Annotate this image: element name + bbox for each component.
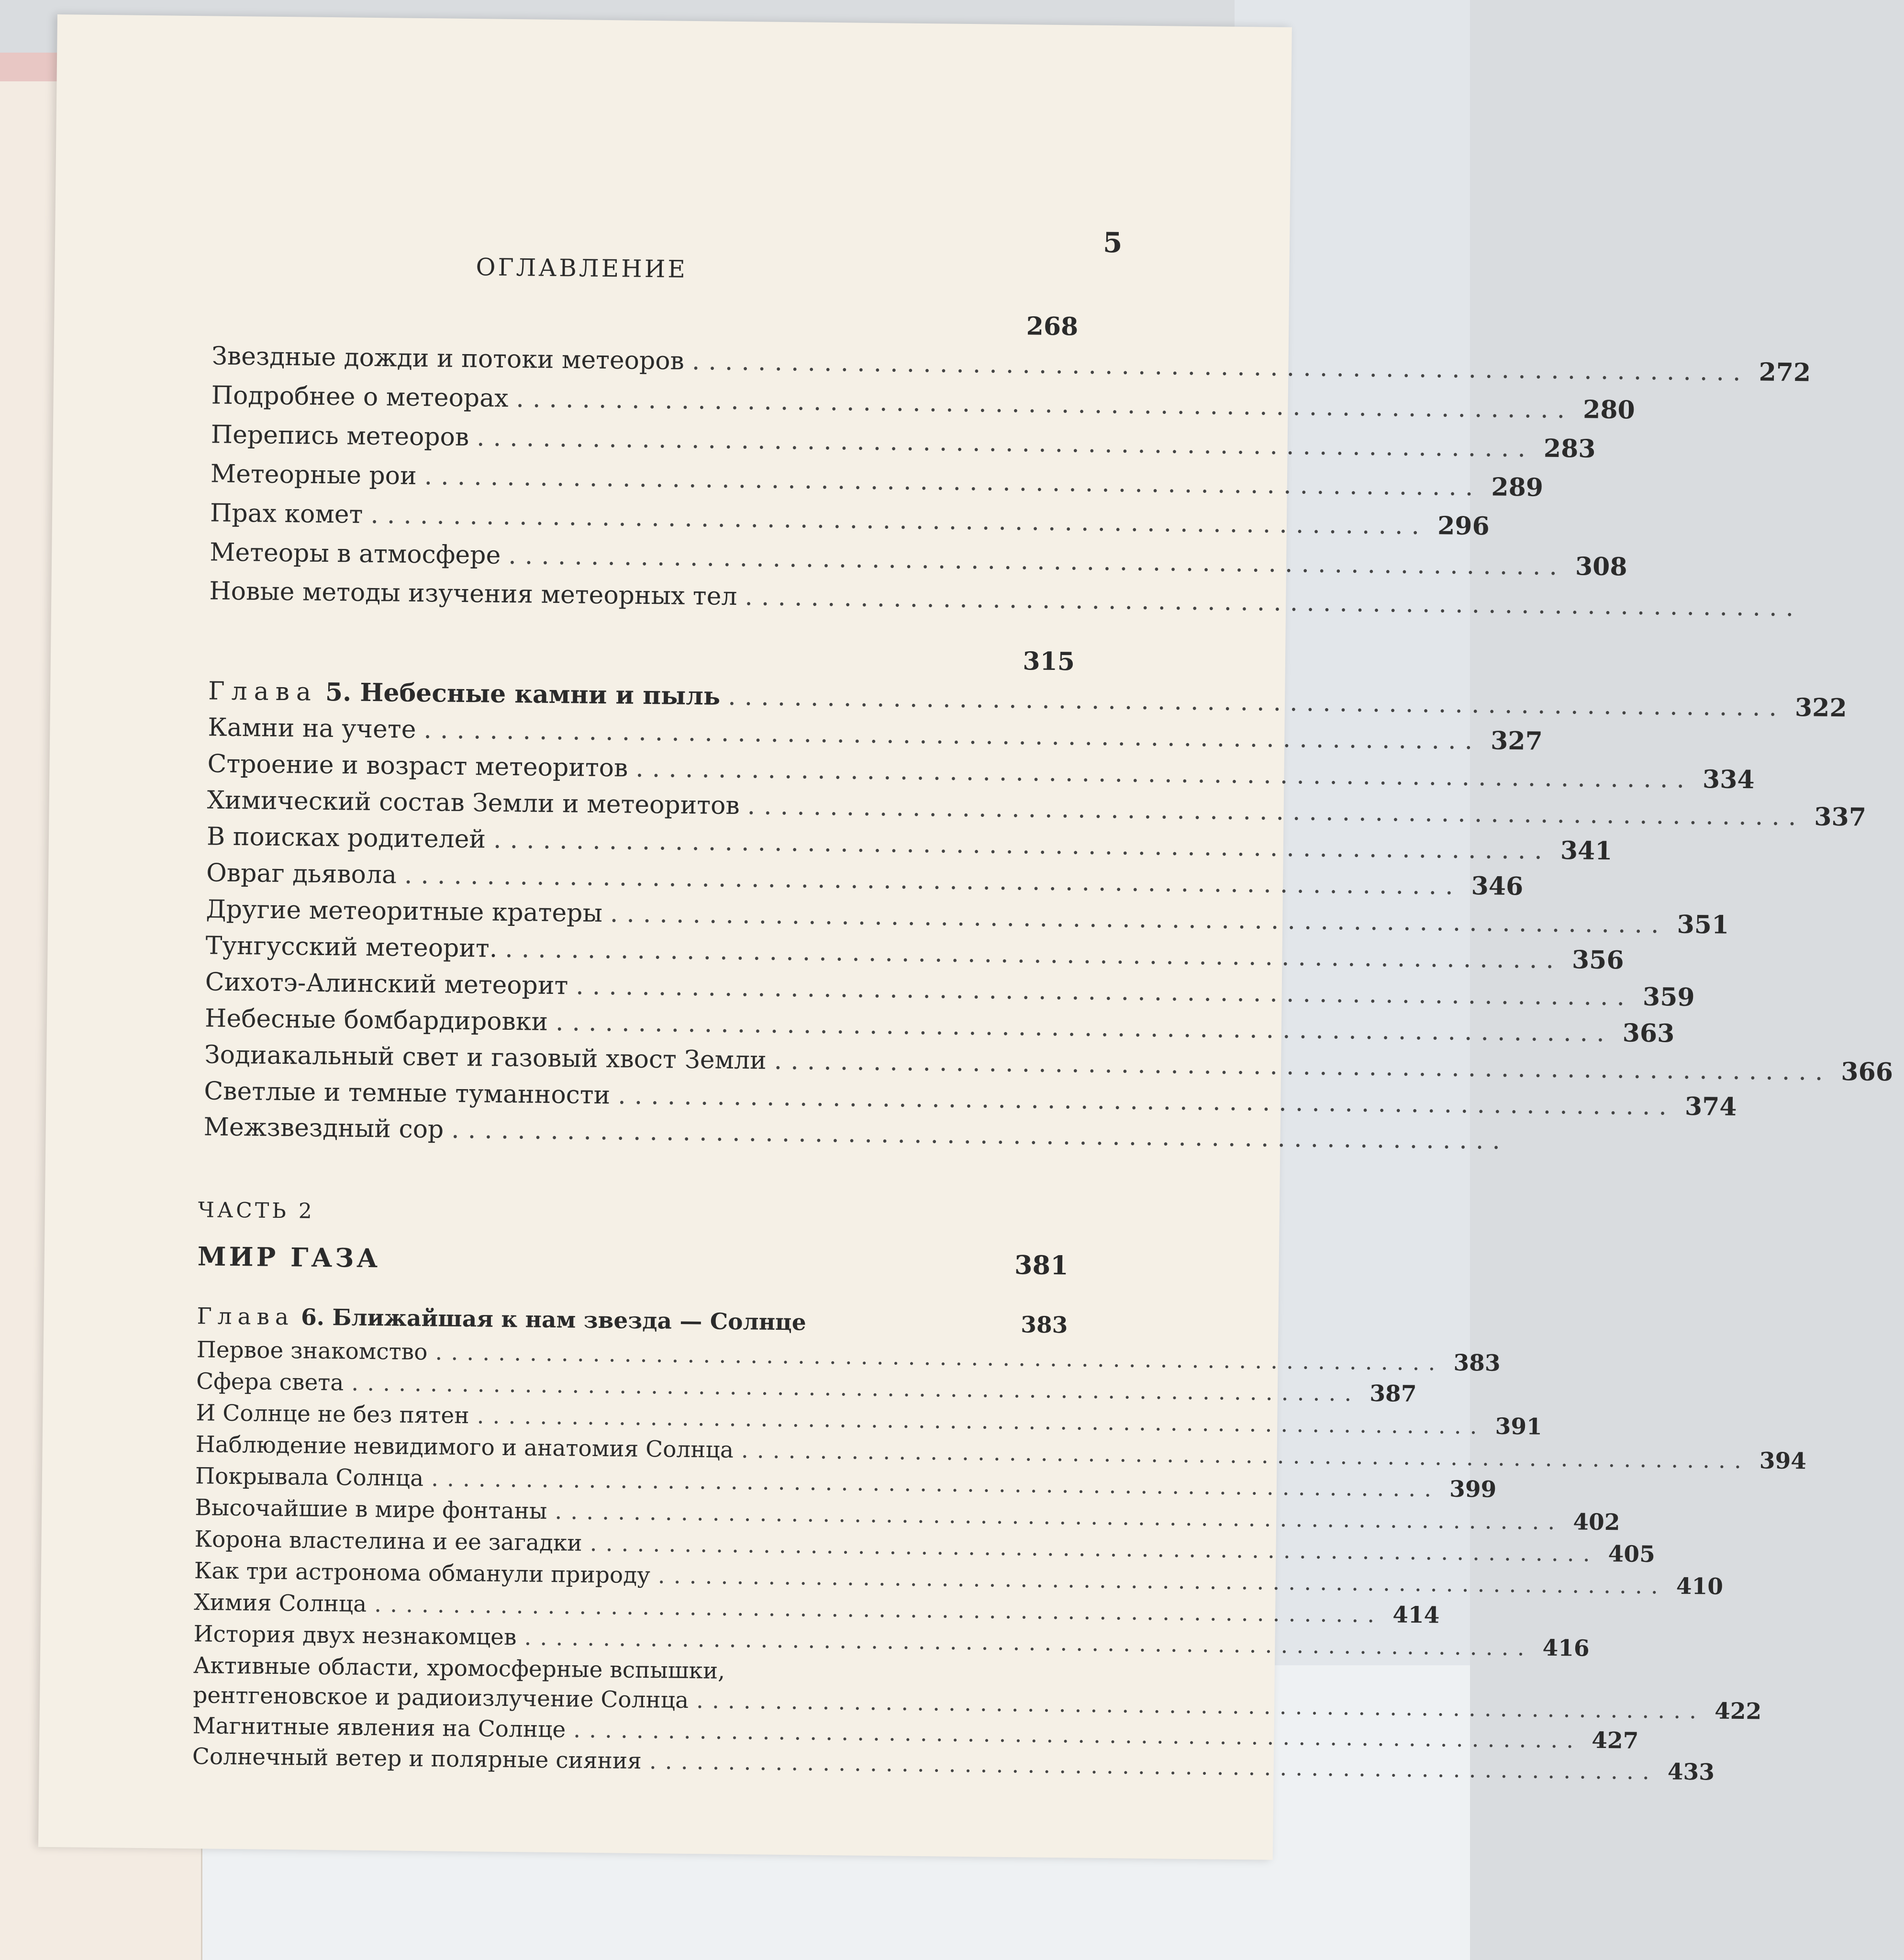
toc-title: Магнитные явления на Солнце <box>192 1713 566 1743</box>
toc-title: Овраг дьявола <box>206 858 397 890</box>
toc-row <box>192 1743 1715 1786</box>
toc-row <box>196 1400 1543 1440</box>
toc-row <box>205 967 1695 1012</box>
toc-title: Покрывала Солнца <box>195 1463 424 1492</box>
dot-leader: ................................................................ <box>508 541 1566 581</box>
toc-title: Подробнее о метеорах <box>211 381 509 413</box>
toc-row <box>208 713 1543 756</box>
dot-leader: ................................................................ <box>649 1748 1659 1785</box>
part-title: МИР ГАЗА <box>197 1241 381 1274</box>
toc-page: 405 <box>1608 1541 1656 1568</box>
toc-page: 399 <box>1449 1476 1497 1503</box>
toc-title: Другие метеоритные кратеры <box>206 895 603 928</box>
dot-leader: ................................................................ <box>524 1624 1533 1661</box>
dot-leader: ................................................................ <box>493 825 1551 865</box>
chapter-title: 5. Небесные камни и пыль <box>325 677 721 711</box>
toc-page: 283 <box>1543 434 1596 464</box>
toc-title: Сфера света <box>196 1368 344 1396</box>
toc-row <box>213 638 1075 676</box>
toc-page: 268 <box>1026 312 1079 342</box>
toc-page: 383 <box>1021 1312 1068 1339</box>
toc-page: 327 <box>1490 726 1543 756</box>
toc-page: 422 <box>1714 1698 1762 1725</box>
toc-page: 308 <box>1575 552 1627 582</box>
dot-leader: ................................................................ <box>374 1591 1383 1628</box>
toc-title: Перепись метеоров <box>211 420 469 452</box>
toc-heading: ОГЛАВЛЕНИЕ <box>476 253 688 283</box>
toc-title: В поисках родителей <box>206 822 486 854</box>
toc-title: Небесные бомбардировки <box>204 1004 548 1036</box>
chapter-5-row <box>208 676 1847 723</box>
dot-leader: ................................................................ <box>504 934 1563 975</box>
chapter-prefix: Глава <box>197 1303 295 1331</box>
page-number: 5 <box>1102 226 1123 259</box>
toc-title: И Солнце не без пятен <box>196 1400 469 1429</box>
toc-row <box>195 1463 1497 1503</box>
toc-page: 322 <box>1794 693 1847 723</box>
dot-leader: ................................................................ <box>745 582 1803 623</box>
dot-leader: ................................................................ <box>451 1115 1509 1155</box>
toc-row <box>204 1040 1893 1087</box>
toc-title: Корона властелина и ее загадки <box>194 1526 582 1557</box>
toc-page: 433 <box>1667 1759 1715 1786</box>
toc-row <box>193 1589 1440 1629</box>
toc-row <box>205 931 1624 975</box>
dot-leader: ................................................................ <box>477 1403 1486 1440</box>
toc-row <box>196 1336 1501 1377</box>
toc-row <box>194 1526 1656 1568</box>
toc-title: Новые методы изучения метеорных тел <box>209 577 737 611</box>
toc-page: 346 <box>1471 871 1524 902</box>
toc-row <box>206 822 1613 866</box>
toc-row <box>210 498 1490 541</box>
toc-row <box>192 1682 1762 1725</box>
toc-page: 416 <box>1542 1635 1590 1662</box>
toc-title: рентгеновское и радиоизлучение Солнца <box>192 1682 689 1714</box>
dot-leader: ................................................................ <box>435 1339 1444 1376</box>
toc-row <box>209 537 1627 582</box>
toc-row <box>217 303 1079 342</box>
toc-title: Солнечный ветер и полярные сияния <box>192 1743 642 1774</box>
part-label: ЧАСТЬ 2 <box>198 1198 315 1224</box>
dot-leader: ................................................................ <box>555 1008 1614 1048</box>
dot-leader: ................................................................ <box>747 791 1805 832</box>
toc-page: 383 <box>1453 1349 1501 1377</box>
toc-title: Межзвездный сор <box>203 1113 444 1144</box>
dot-leader: ................................................................ <box>774 1046 1832 1086</box>
chapter-6-row <box>197 1303 1068 1338</box>
toc-row <box>193 1621 1590 1662</box>
toc-row <box>206 858 1524 902</box>
dot-leader: ................................................................ <box>691 346 1749 387</box>
toc-page: 381 <box>1014 1249 1069 1281</box>
dot-leader: ................................................................ <box>741 1437 1750 1474</box>
dot-leader: ................................................................ <box>576 971 1634 1012</box>
toc-row <box>207 749 1755 795</box>
toc-row <box>209 577 1803 623</box>
toc-row <box>210 459 1544 502</box>
toc-title: Камни на учете <box>208 713 416 744</box>
toc-page: 289 <box>1491 472 1544 502</box>
dot-leader: ................................................................ <box>617 1081 1676 1121</box>
dot-leader: ................................................................ <box>555 1498 1564 1536</box>
dot-leader: ................................................................ <box>573 1716 1582 1754</box>
toc-title: Как три астронома обманули природу <box>194 1558 651 1589</box>
toc-title: Строение и возраст метеоритов <box>207 749 628 783</box>
toc-row <box>207 785 1867 832</box>
toc-page: 280 <box>1582 395 1636 425</box>
dot-leader: ................................................................ <box>351 1370 1360 1407</box>
toc-page: 374 <box>1684 1091 1737 1122</box>
toc-page: 363 <box>1622 1018 1675 1048</box>
toc-page: 402 <box>1573 1509 1620 1536</box>
toc-page: 334 <box>1702 765 1755 795</box>
toc-page: 387 <box>1370 1380 1417 1407</box>
chapter-prefix: Глава <box>208 677 318 707</box>
toc-title: Первое знакомство <box>196 1336 428 1366</box>
toc-page: 427 <box>1591 1727 1639 1754</box>
toc-page: 341 <box>1560 835 1613 866</box>
dot-leader: ................................................................ <box>696 1687 1705 1725</box>
toc-row <box>206 894 1729 940</box>
chapter-title: 6. Ближайшая к нам звезда — Солнце <box>301 1304 806 1336</box>
toc-page: 410 <box>1676 1573 1724 1600</box>
dot-leader: ................................................................ <box>727 682 1786 722</box>
toc-title: Светлые и темные туманности <box>204 1077 611 1110</box>
toc-row <box>204 1076 1737 1122</box>
toc-page: 359 <box>1642 982 1695 1012</box>
dot-leader: ................................................................ <box>635 754 1693 794</box>
toc-row <box>196 1368 1417 1407</box>
dot-leader: ................................................................ <box>590 1530 1599 1567</box>
toc-title: Метеоры в атмосфере <box>209 538 501 570</box>
toc-title: Химия Солнца <box>193 1589 367 1617</box>
right-page <box>38 14 1893 1860</box>
dot-leader: ................................................................ <box>431 1465 1440 1503</box>
toc-page: 272 <box>1759 357 1811 388</box>
toc-page: 366 <box>1841 1057 1893 1087</box>
toc-page: 414 <box>1392 1602 1440 1629</box>
dot-leader: ................................................................ <box>657 1562 1667 1600</box>
toc-title: История двух незнакомцев <box>193 1621 517 1651</box>
toc-page: 394 <box>1759 1448 1807 1475</box>
dot-leader: ................................................................ <box>424 462 1482 502</box>
toc-title: Звездные дожди и потоки метеоров <box>212 342 685 376</box>
toc-row <box>211 380 1636 425</box>
toc-page: 315 <box>1023 646 1075 677</box>
toc-page: 356 <box>1571 945 1624 975</box>
toc-page: 351 <box>1677 910 1729 940</box>
toc-title: Прах комет <box>210 499 363 529</box>
toc-title: Активные области, хромосферные вспышки, <box>193 1652 725 1684</box>
toc-title: Наблюдение невидимого и анатомия Солнца <box>195 1431 734 1463</box>
toc-row <box>212 341 1811 388</box>
toc-row <box>195 1431 1807 1475</box>
dot-leader: ................................................................ <box>610 899 1668 939</box>
part-title-row <box>198 1241 1069 1281</box>
dot-leader: ................................................................ <box>516 384 1574 424</box>
toc-title: Химический состав Земли и метеоритов <box>207 786 740 821</box>
toc-title: Сихотэ-Алинский метеорит <box>205 968 568 1001</box>
toc-page: 391 <box>1495 1413 1543 1440</box>
toc-page: 296 <box>1437 511 1490 541</box>
toc-row <box>195 1494 1620 1536</box>
toc-title: Метеорные рои <box>210 459 417 490</box>
toc-title: Тунгусский метеорит. <box>205 931 498 963</box>
toc-page: 337 <box>1814 802 1867 832</box>
dot-leader: ................................................................ <box>423 715 1481 756</box>
dot-leader: ................................................................ <box>370 500 1428 541</box>
toc-title: Зодиакальный свет и газовый хвост Земли <box>204 1040 767 1075</box>
toc-row <box>204 1003 1675 1048</box>
toc-row <box>211 420 1596 464</box>
toc-row <box>192 1713 1639 1754</box>
toc-row <box>203 1113 1509 1155</box>
dot-leader: ................................................................ <box>404 860 1462 901</box>
toc-title: Высочайшие в мире фонтаны <box>195 1494 547 1525</box>
dot-leader: ................................................................ <box>476 423 1535 463</box>
toc-row <box>194 1558 1724 1600</box>
toc-row <box>193 1652 1064 1688</box>
